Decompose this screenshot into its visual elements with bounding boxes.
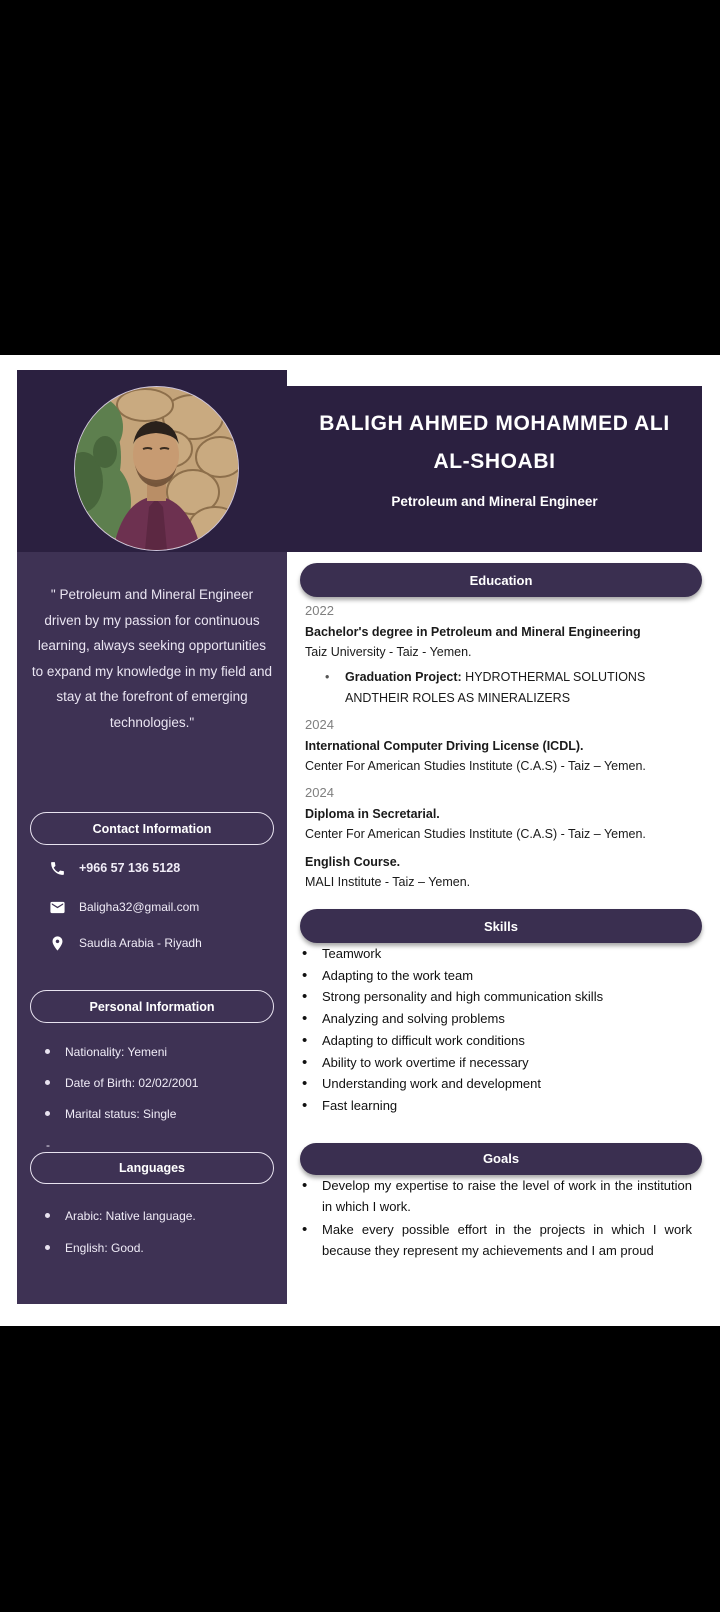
skills-section-heading [300, 909, 702, 943]
phone-value: +966 57 136 5128 [79, 861, 181, 875]
goals-label: Goals [482, 1151, 520, 1167]
languages-label: Languages [119, 1161, 185, 1175]
education-org: MALI Institute - Taiz – Yemen. [305, 875, 471, 889]
contact-location-row [49, 934, 202, 952]
cv-page [0, 355, 720, 1326]
languages-heading [30, 1152, 274, 1184]
goals-list [300, 1175, 702, 1262]
location-pin-icon [49, 935, 66, 952]
name-line2: AL-SHOABI [433, 450, 556, 473]
header-name-bar [287, 386, 702, 552]
skill-item: • Ability to work overtime if necessary [300, 1052, 702, 1074]
education-degree: International Computer Driving License (ICDL). [305, 739, 584, 753]
skill-item: • Adapting to difficult work conditions [300, 1030, 702, 1052]
education-degree: Bachelor's degree in Petroleum and Mineral Engineering [305, 625, 641, 639]
graduation-project-bullet [345, 667, 655, 708]
education-org: Taiz University - Taiz - Yemen. [305, 645, 472, 659]
language-item [45, 1240, 144, 1255]
contact-email-row [49, 898, 199, 916]
education-org: Center For American Studies Institute (C.A.S) - Taiz – Yemen. [305, 759, 646, 773]
profile-photo-illustration [75, 387, 238, 550]
stray-dash: - [46, 1138, 50, 1152]
personal-information-heading [30, 990, 274, 1023]
education-label: Education [469, 572, 533, 588]
language-english: English: Good. [65, 1240, 144, 1255]
bullet-dot [45, 1080, 50, 1085]
language-arabic: Arabic: Native language. [65, 1208, 196, 1223]
bullet-dot [45, 1049, 50, 1054]
bullet-dot [45, 1111, 50, 1116]
name-line1: BALIGH AHMED MOHAMMED ALI [319, 412, 670, 435]
skills-list [300, 943, 702, 1117]
skill-item: • Adapting to the work team [300, 965, 702, 987]
skill-item: • Teamwork [300, 943, 702, 965]
phone-icon [49, 860, 66, 877]
profile-photo [74, 386, 239, 551]
skill-item: • Analyzing and solving problems [300, 1008, 702, 1030]
bullet-dot [45, 1213, 50, 1218]
sidebar [17, 552, 287, 1304]
graduation-project-label: Graduation Project: [345, 670, 462, 684]
main-column [300, 563, 702, 1263]
education-degree: Diploma in Secretarial. [305, 807, 440, 821]
education-section-heading [300, 563, 702, 597]
education-year: 2024 [305, 785, 334, 800]
education-year: 2022 [305, 603, 334, 618]
job-title: Petroleum and Mineral Engineer [391, 494, 598, 509]
education-year: 2024 [305, 717, 334, 732]
location-value: Saudia Arabia - Riyadh [79, 936, 202, 950]
profile-quote: " Petroleum and Mineral Engineer driven by my passion for continuous learning, always seeking opportunities to expand my knowledge in my field and stay at the forefront of emerging technologies." [31, 587, 273, 730]
education-degree: English Course. [305, 855, 401, 869]
contact-phone-row [49, 859, 180, 877]
goal-item: • Make every possible effort in the projects in which I work because they represent my achievements and I am proud [300, 1219, 692, 1262]
goals-section-heading [300, 1143, 702, 1175]
email-icon [49, 899, 66, 916]
skill-item: • Strong personality and high communication skills [300, 986, 702, 1008]
personal-item [45, 1106, 176, 1121]
bullet-dot [45, 1245, 50, 1250]
personal-item [45, 1075, 198, 1090]
email-value: Baligha32@gmail.com [79, 900, 200, 914]
personal-item [45, 1044, 167, 1059]
marital-status-value: Marital status: Single [65, 1106, 177, 1121]
skill-item: • Understanding work and development [300, 1073, 702, 1095]
nationality-value: Nationality: Yemeni [65, 1044, 168, 1059]
education-org: Center For American Studies Institute (C.A.S) - Taiz – Yemen. [305, 827, 646, 841]
contact-information-label: Contact Information [92, 821, 212, 836]
graduation-project-text: HYDROTHERMAL SOLUTIONS ANDTHEIR ROLES AS MINERALIZERS [345, 670, 646, 705]
goal-item: • Develop my expertise to raise the level of work in the institution in which I work. [300, 1175, 692, 1218]
personal-information-label: Personal Information [89, 999, 215, 1014]
skill-item: • Fast learning [300, 1095, 702, 1117]
contact-information-heading [30, 812, 274, 845]
language-item [45, 1208, 196, 1223]
date-of-birth-value: Date of Birth: 02/02/2001 [65, 1075, 199, 1090]
skills-label: Skills [484, 918, 518, 934]
